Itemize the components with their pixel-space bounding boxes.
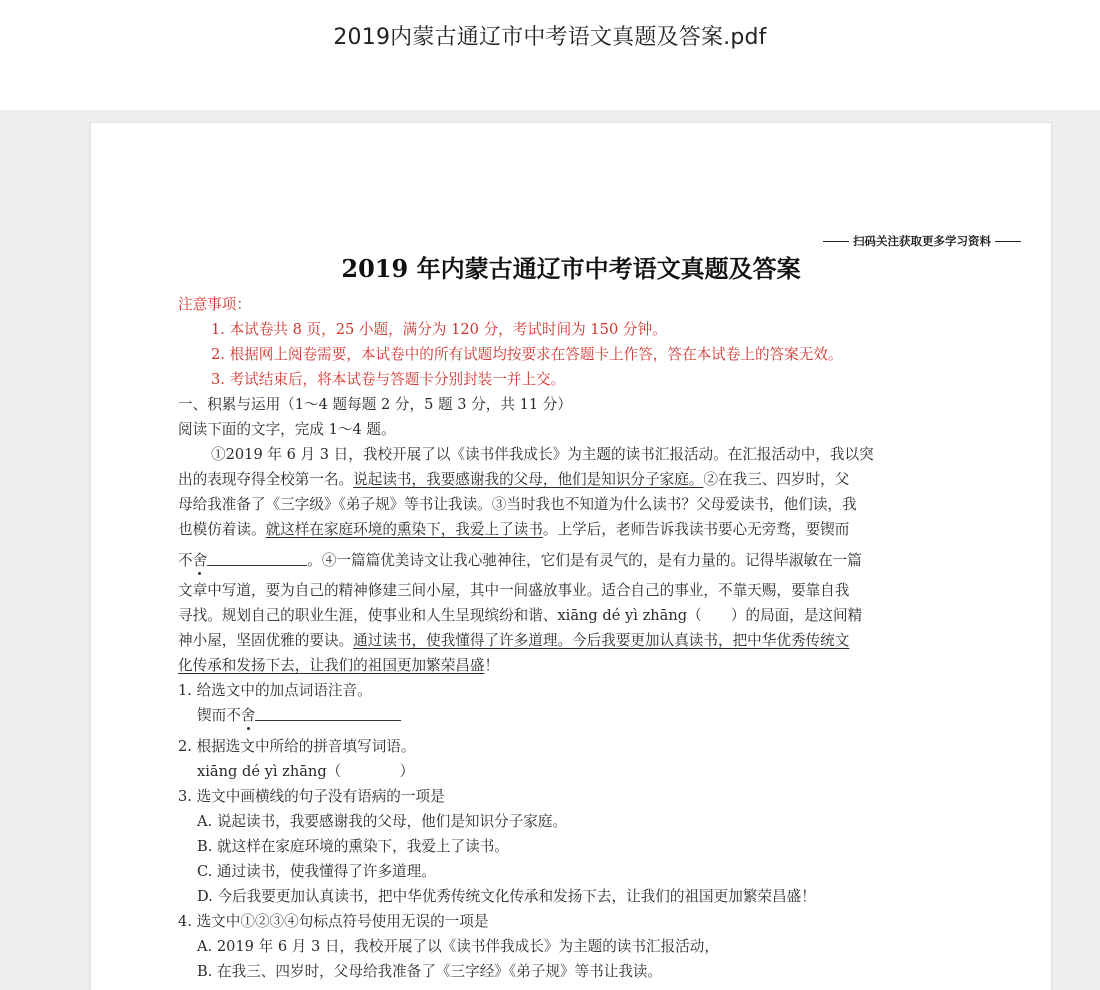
notice-heading: 注意事项：: [178, 296, 251, 313]
notice-item: 1. 本试卷共 8 页，25 小题，满分为 120 分，考试时间为 150 分钟。: [211, 321, 667, 338]
passage-line: [178, 629, 849, 650]
passage-text: 神小屋，坚固优雅的要诀。: [178, 632, 354, 649]
passage-line: 母给我准备了《三字级》《弟子规》等书让我读。③当时我也不知道为什么读书？父母爱读书，他们读，我: [178, 496, 857, 513]
notice-item: 2. 根据网上阅卷需要，本试卷中的所有试题均按要求在答题卡上作答，答在本试卷上的答案无效。: [211, 346, 843, 363]
underlined-sentence: 说起读书，我要感谢我的父母，他们是知识分子家庭。: [353, 471, 704, 488]
passage-line: [178, 468, 849, 489]
passage-text: ！: [484, 657, 500, 674]
passage-line: 寻找。规划自己的职业生涯，使事业和人生呈现缤纷和谐、xiāng dé yì zhāng（ ）的局面，是这间精: [178, 607, 863, 624]
passage-text: 。④一篇篇优美诗文让我心驰神往，它们是有灵气的，是有力量的。记得毕淑敏在一篇: [307, 552, 862, 569]
question-1: 1. 给选文中的加点词语注音。: [178, 682, 372, 699]
q3-option-d: D. 今后我要更加认真读书，把中华优秀传统文化传承和发扬下去，让我们的祖国更加繁荣昌盛！: [197, 888, 816, 905]
q4-option-b: B. 在我三、四岁时，父母给我准备了《三字经》《弟子规》等书让我读。: [197, 963, 663, 980]
pdf-page: [90, 122, 1052, 990]
document-title: 2019 年内蒙古通辽市中考语文真题及答案: [341, 254, 801, 283]
q4-option-a: A. 2019 年 6 月 3 日，我校开展了以《读书伴我成长》为主题的读书汇报活动，: [197, 938, 719, 955]
answer-blank: [207, 552, 307, 566]
passage-text: 也模仿着读。: [178, 521, 266, 538]
notice-item: 3. 考试结束后，将本试卷与答题卡分别封装一并上交。: [211, 371, 566, 388]
underlined-sentence: 化传承和发扬下去，让我们的祖国更加繁荣昌盛: [178, 657, 485, 674]
right-dash: [995, 241, 1021, 242]
qr-note-text: 扫码关注获取更多学习资料: [853, 234, 991, 248]
dotted-char: 舍: [192, 552, 208, 569]
q1-word: [197, 704, 401, 725]
passage-line: 文章中写道，要为自己的精神修建三间小屋，其中一间盛放事业。适合自己的事业，不靠天赐，要靠自我: [178, 582, 850, 599]
section-heading: 一、积累与运用（1～4 题每题 2 分，5 题 3 分，共 11 分）: [178, 396, 572, 413]
q3-option-c: C. 通过读书，使我懂得了许多道理。: [197, 863, 436, 880]
instruction: 阅读下面的文字，完成 1～4 题。: [178, 421, 396, 438]
left-dash: [823, 241, 849, 242]
passage-line: [178, 518, 849, 539]
passage-text: 不: [178, 552, 193, 569]
q2-pinyin: xiāng dé yì zhāng（ ）: [197, 763, 415, 780]
underlined-sentence: 就这样在家庭环境的熏染下，我爱上了读书: [265, 521, 543, 538]
passage-line: ①2019 年 6 月 3 日，我校开展了以《读书伴我成长》为主题的读书汇报活动。在汇报活动中，我以突: [211, 446, 874, 463]
passage-line: [178, 549, 862, 570]
passage-line: [178, 654, 499, 675]
question-4: 4. 选文中①②③④句标点符号使用无误的一项是: [178, 913, 489, 930]
file-title: 2019内蒙古通辽市中考语文真题及答案.pdf: [333, 25, 767, 50]
dotted-char: 舍: [240, 707, 256, 724]
passage-text: 出的表现夺得全校第一名。: [178, 471, 354, 488]
passage-text: ②在我三、四岁时，父: [703, 471, 850, 488]
qr-note: [819, 233, 1025, 249]
question-2: 2. 根据选文中所给的拼音填写词语。: [178, 738, 416, 755]
question-3: 3. 选文中画横线的句子没有语病的一项是: [178, 788, 445, 805]
q3-option-a: A. 说起读书，我要感谢我的父母，他们是知识分子家庭。: [197, 813, 568, 830]
answer-blank: [255, 707, 401, 721]
q3-option-b: B. 就这样在家庭环境的熏染下，我爱上了读书。: [197, 838, 509, 855]
underlined-sentence: 通过读书，使我懂得了许多道理。今后我要更加认真读书，把中华优秀传统文: [353, 632, 850, 649]
q1-word-text: 锲而不: [197, 707, 241, 724]
passage-text: 。上学后，老师告诉我读书要心无旁骛，要锲而: [542, 521, 850, 538]
title-bar: [0, 0, 1100, 110]
pdf-viewer[interactable]: [0, 110, 1100, 990]
